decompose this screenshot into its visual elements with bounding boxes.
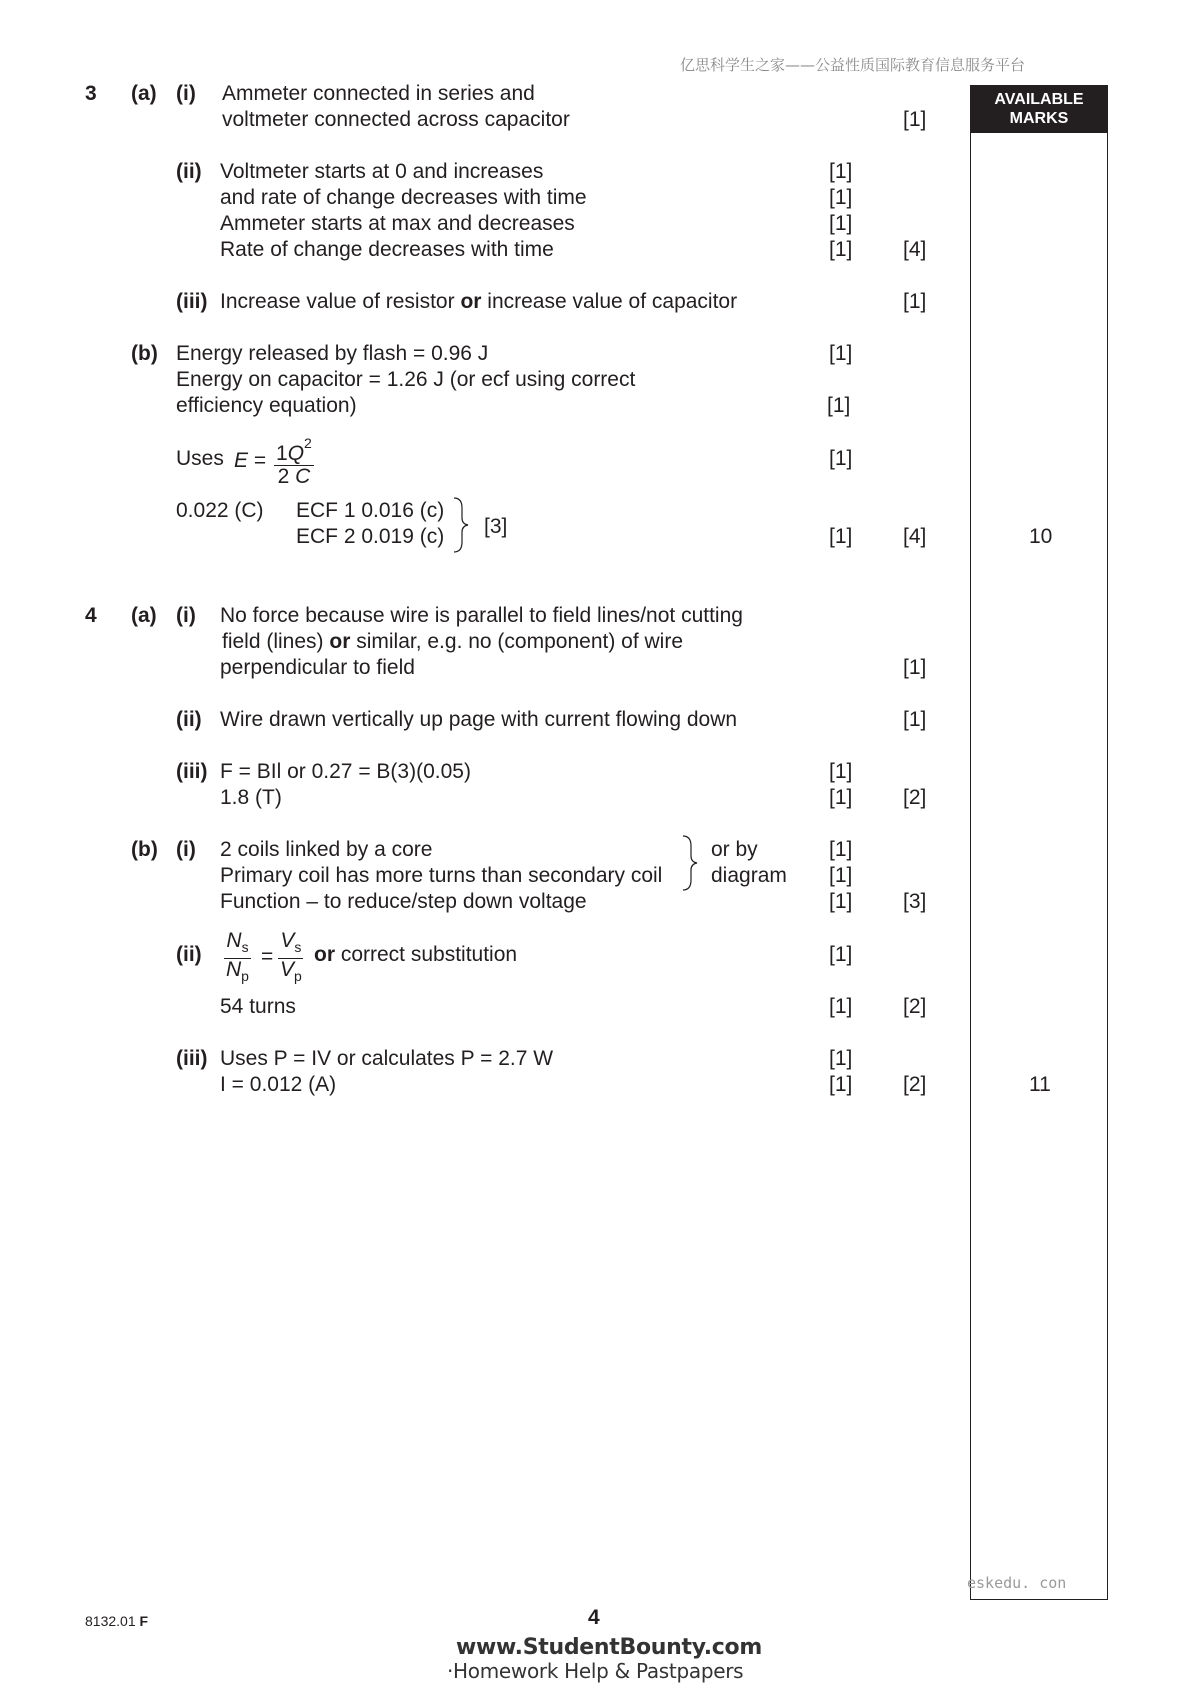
q4bii-vs: $V_s$ (278, 930, 303, 959)
studentbounty-url: www.StudentBounty.com (456, 1635, 762, 1660)
q3b-answer: 0.022 (C) (176, 499, 264, 522)
q4bii-label: (ii) (176, 943, 202, 966)
q4bi-line-2: Primary coil has more turns than secondary coil (220, 864, 663, 887)
q4bi-mark-3: [1] (829, 890, 853, 913)
q3aii-line-2: and rate of change decreases with time (220, 186, 587, 209)
q3aii-line-3: Ammeter starts at max and decreases (220, 212, 575, 235)
q4bii-ns: $N_s$ (224, 930, 250, 959)
q3b-total: [4] (903, 525, 927, 548)
q4aiii-line-2: 1.8 (T) (220, 786, 282, 809)
q4biii-mark-2: [1] (829, 1073, 853, 1096)
q3b-eq-lhs: E = (234, 449, 267, 472)
q4ai-total: [1] (903, 656, 927, 679)
q3b-line-1: Energy released by flash = 0.96 J (176, 342, 489, 365)
q3aiii-line: Increase value of resistor or increase value of capacitor (220, 290, 738, 313)
q4bii-answer: 54 turns (220, 995, 296, 1018)
q3b-ecf-bracket-mark: [3] (484, 515, 508, 538)
q3aiii-label: (iii) (176, 290, 208, 313)
studentbounty-tagline: ·Homework Help & Pastpapers (447, 1659, 744, 1683)
available-marks-word1: AVAILABLE (994, 91, 1084, 108)
page-number: 4 (588, 1606, 600, 1629)
corner-watermark: eskedu. con (967, 1574, 1067, 1592)
q3b-uses-mark: [1] (829, 447, 853, 470)
available-marks-header (970, 85, 1108, 133)
q4bii-equals: = (261, 945, 274, 968)
q4bi-total: [3] (903, 890, 927, 913)
q4aiii-mark-1: [1] (829, 760, 853, 783)
q3b-fraction-denominator: 2 C (277, 465, 311, 488)
q4bii-answer-mark: [1] (829, 995, 853, 1018)
q3b-ecf-1: ECF 1 0.016 (c) (296, 499, 445, 522)
q4bi-brace (681, 834, 699, 892)
q3aii-label: (ii) (176, 160, 202, 183)
q4bii-total: [2] (903, 995, 927, 1018)
q3ai-line-2: voltmeter connected across capacitor (222, 108, 570, 131)
q4bii-np: $N_p$ (226, 958, 249, 985)
q4biii-total: [2] (903, 1073, 927, 1096)
q3aii-total: [4] (903, 238, 927, 261)
q4-available-marks: 11 (1029, 1073, 1051, 1096)
q3b-line-1-mark: [1] (829, 342, 853, 365)
q4bi-line-1: 2 coils linked by a core (220, 838, 433, 861)
available-marks-column (970, 85, 1108, 1600)
q3ai-total: [1] (903, 108, 927, 131)
q3-available-marks: 10 (1029, 525, 1053, 548)
q4biii-mark-1: [1] (829, 1047, 853, 1070)
q4bii-n-fraction (224, 930, 251, 987)
q4aii-label: (ii) (176, 708, 202, 731)
q4bi-side-2: diagram (711, 864, 787, 887)
q4aii-total: [1] (903, 708, 927, 731)
q3b-energy-fraction (274, 436, 314, 488)
q3ai-line-1: Ammeter connected in series and (222, 82, 535, 105)
q4aiii-total: [2] (903, 786, 927, 809)
q3b-ecf-brace (452, 496, 470, 554)
q4aiii-line-1: F = BIl or 0.27 = B(3)(0.05) (220, 760, 471, 783)
q3ai-label: (i) (176, 82, 196, 105)
q3b-line-3: efficiency equation) (176, 394, 357, 417)
q3aii-line-4: Rate of change decreases with time (220, 238, 554, 261)
q4ai-line-3: perpendicular to field (220, 656, 415, 679)
q4biii-line-2: I = 0.012 (A) (220, 1073, 337, 1096)
q3b-ecf-2: ECF 2 0.019 (c) (296, 525, 445, 548)
q4bi-line-3: Function – to reduce/step down voltage (220, 890, 587, 913)
q3aii-mark-1: [1] (829, 160, 853, 183)
q4aiii-label: (iii) (176, 760, 208, 783)
available-marks-word2: MARKS (1009, 110, 1069, 127)
q4biii-label: (iii) (176, 1047, 208, 1070)
q4bii-vp: $V_p$ (280, 958, 302, 985)
q3b-uses-label: Uses (176, 447, 224, 470)
q3aii-mark-3: [1] (829, 212, 853, 235)
q4a-label: (a) (131, 604, 157, 627)
q4bii-text: or correct substitution (314, 943, 518, 966)
q4bii-v-fraction (278, 930, 304, 987)
q3-number: 3 (85, 82, 97, 105)
q4bi-mark-2: [1] (829, 864, 853, 887)
q3aii-mark-4: [1] (829, 238, 853, 261)
q4ai-label: (i) (176, 604, 196, 627)
q4b-label: (b) (131, 838, 158, 861)
q3aii-mark-2: [1] (829, 186, 853, 209)
q4bii-mark: [1] (829, 943, 853, 966)
q4bi-side-1: or by (711, 838, 758, 861)
q4bi-label: (i) (176, 838, 196, 861)
q4ai-line-1: No force because wire is parallel to field lines/not cutting (220, 604, 743, 627)
paper-code: 8132.01 F (85, 1613, 149, 1629)
q3b-label: (b) (131, 342, 158, 365)
q3b-line-3-mark: [1] (827, 394, 851, 417)
q3b-fraction-numerator: $1Q^2$ (276, 435, 312, 465)
q4-number: 4 (85, 604, 97, 627)
q4ai-line-2: field (lines) or similar, e.g. no (component) of wire (222, 630, 684, 653)
q4bi-mark-1: [1] (829, 838, 853, 861)
q3b-line-2: Energy on capacitor = 1.26 J (or ecf using correct (176, 368, 636, 391)
q3aiii-total: [1] (903, 290, 927, 313)
header-watermark: 亿思科学生之家——公益性质国际教育信息服务平台 (680, 56, 1026, 74)
q4aii-line: Wire drawn vertically up page with current flowing down (220, 708, 738, 731)
q3a-label: (a) (131, 82, 157, 105)
q3b-answer-mark: [1] (829, 525, 853, 548)
q4aiii-mark-2: [1] (829, 786, 853, 809)
q4biii-line-1: Uses P = IV or calculates P = 2.7 W (220, 1047, 554, 1070)
q3aii-line-1: Voltmeter starts at 0 and increases (220, 160, 544, 183)
